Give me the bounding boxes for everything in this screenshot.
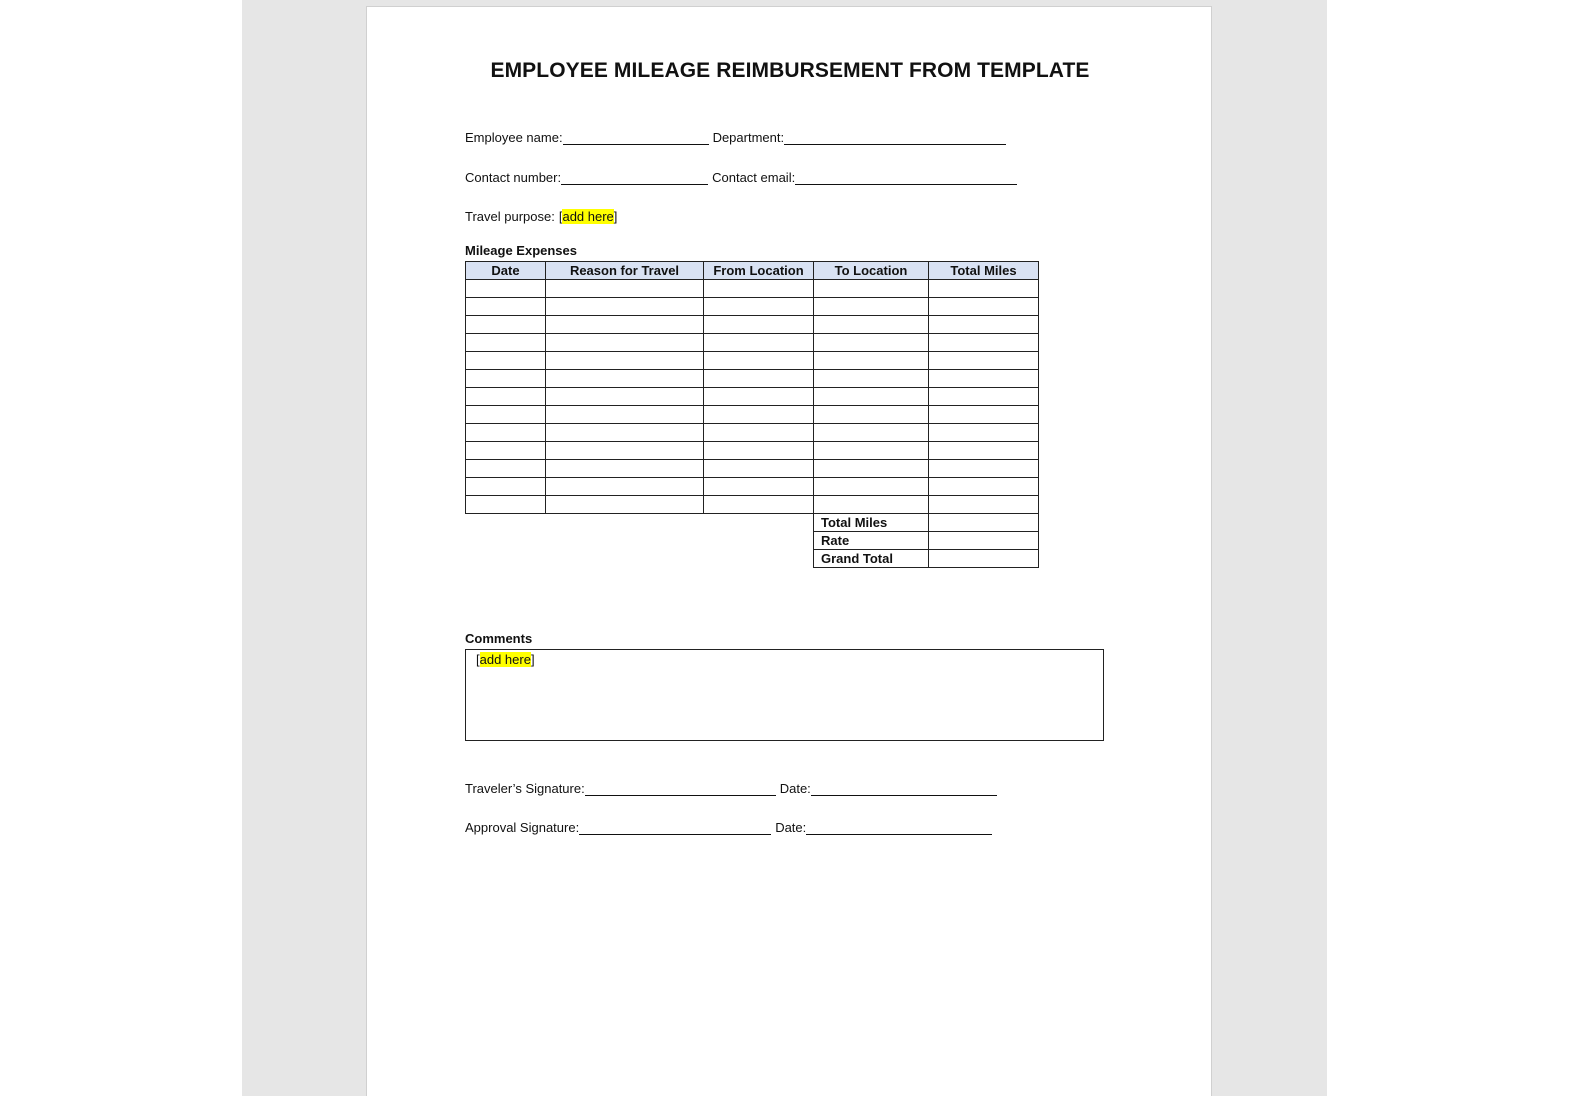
table-cell[interactable] bbox=[929, 280, 1039, 298]
contact-email-field[interactable] bbox=[795, 170, 1017, 185]
table-cell[interactable] bbox=[546, 424, 704, 442]
table-cell[interactable] bbox=[929, 478, 1039, 496]
table-cell[interactable] bbox=[466, 280, 546, 298]
table-cell[interactable] bbox=[814, 496, 929, 514]
summary-value-grand-total[interactable] bbox=[929, 550, 1039, 568]
table-cell[interactable] bbox=[466, 298, 546, 316]
contact-number-label: Contact number: bbox=[465, 170, 562, 185]
travel-purpose-placeholder[interactable]: add here bbox=[562, 209, 614, 224]
table-cell[interactable] bbox=[929, 406, 1039, 424]
traveler-signature-field[interactable] bbox=[585, 781, 776, 796]
approval-date-field[interactable] bbox=[806, 820, 992, 835]
table-cell[interactable] bbox=[814, 388, 929, 406]
table-cell[interactable] bbox=[546, 388, 704, 406]
table-row bbox=[466, 406, 1039, 424]
travel-purpose-label: Travel purpose: bbox=[465, 209, 555, 224]
approval-signature-field[interactable] bbox=[579, 820, 771, 835]
department-field[interactable] bbox=[784, 130, 1006, 145]
table-cell[interactable] bbox=[704, 478, 814, 496]
traveler-signature-label: Traveler’s Signature: bbox=[465, 781, 585, 796]
table-cell[interactable] bbox=[546, 442, 704, 460]
comments-box[interactable]: [add here] bbox=[465, 649, 1104, 741]
table-cell[interactable] bbox=[466, 424, 546, 442]
summary-row-total-miles bbox=[466, 514, 1039, 532]
table-cell[interactable] bbox=[466, 496, 546, 514]
table-cell[interactable] bbox=[466, 316, 546, 334]
table-cell[interactable] bbox=[814, 460, 929, 478]
table-cell[interactable] bbox=[814, 334, 929, 352]
summary-label-grand-total: Grand Total bbox=[814, 550, 929, 568]
table-cell[interactable] bbox=[704, 442, 814, 460]
table-cell[interactable] bbox=[929, 352, 1039, 370]
department-label: Department: bbox=[712, 130, 785, 145]
contact-number-field[interactable] bbox=[561, 170, 708, 185]
table-cell[interactable] bbox=[546, 460, 704, 478]
comments-heading: Comments bbox=[465, 631, 533, 646]
table-cell[interactable] bbox=[929, 298, 1039, 316]
column-header-to-location: To Location bbox=[814, 262, 929, 280]
table-cell[interactable] bbox=[929, 316, 1039, 334]
table-cell[interactable] bbox=[546, 352, 704, 370]
table-cell[interactable] bbox=[929, 424, 1039, 442]
table-cell[interactable] bbox=[814, 442, 929, 460]
traveler-signature-row bbox=[465, 774, 1001, 796]
table-cell[interactable] bbox=[546, 370, 704, 388]
table-cell[interactable] bbox=[814, 298, 929, 316]
document-title: EMPLOYEE MILEAGE REIMBURSEMENT FROM TEMPLATE bbox=[490, 59, 1090, 82]
approval-signature-row bbox=[465, 813, 996, 835]
table-row bbox=[466, 478, 1039, 496]
table-cell[interactable] bbox=[466, 406, 546, 424]
summary-value-total-miles[interactable] bbox=[929, 514, 1039, 532]
summary-value-rate[interactable] bbox=[929, 532, 1039, 550]
table-cell[interactable] bbox=[704, 352, 814, 370]
table-cell[interactable] bbox=[929, 460, 1039, 478]
table-cell[interactable] bbox=[546, 478, 704, 496]
employee-name-field[interactable] bbox=[563, 130, 709, 145]
mileage-expenses-heading: Mileage Expenses bbox=[465, 243, 577, 258]
table-row bbox=[466, 442, 1039, 460]
summary-label-rate: Rate bbox=[814, 532, 929, 550]
table-cell[interactable] bbox=[546, 298, 704, 316]
summary-row-grand-total bbox=[466, 550, 1039, 568]
table-header-row bbox=[466, 262, 1039, 280]
table-row bbox=[466, 316, 1039, 334]
table-cell[interactable] bbox=[929, 442, 1039, 460]
table-row bbox=[466, 388, 1039, 406]
table-row bbox=[466, 370, 1039, 388]
table-cell[interactable] bbox=[704, 334, 814, 352]
table-cell[interactable] bbox=[546, 496, 704, 514]
mileage-expenses-table bbox=[465, 261, 1039, 568]
approval-date-label: Date: bbox=[775, 820, 807, 835]
table-cell[interactable] bbox=[704, 316, 814, 334]
approval-signature-label: Approval Signature: bbox=[465, 820, 580, 835]
table-cell[interactable] bbox=[814, 478, 929, 496]
table-cell[interactable] bbox=[814, 280, 929, 298]
column-header-total-miles: Total Miles bbox=[929, 262, 1039, 280]
contact-info-row bbox=[465, 163, 1021, 185]
summary-row-rate bbox=[466, 532, 1039, 550]
traveler-date-label: Date: bbox=[779, 781, 811, 796]
table-row bbox=[466, 460, 1039, 478]
column-header-date: Date bbox=[466, 262, 546, 280]
table-cell[interactable] bbox=[814, 352, 929, 370]
table-cell[interactable] bbox=[814, 406, 929, 424]
employee-name-label: Employee name: bbox=[465, 130, 563, 145]
column-header-from-location: From Location bbox=[704, 262, 814, 280]
table-row bbox=[466, 424, 1039, 442]
table-cell[interactable] bbox=[704, 496, 814, 514]
table-cell[interactable] bbox=[466, 370, 546, 388]
employee-info-row bbox=[465, 123, 1010, 145]
table-cell[interactable] bbox=[466, 460, 546, 478]
comments-placeholder[interactable]: add here bbox=[479, 652, 531, 667]
table-cell[interactable] bbox=[929, 370, 1039, 388]
table-cell[interactable] bbox=[466, 442, 546, 460]
traveler-date-field[interactable] bbox=[811, 781, 997, 796]
table-cell[interactable] bbox=[704, 388, 814, 406]
table-cell[interactable] bbox=[704, 406, 814, 424]
table-cell[interactable] bbox=[466, 334, 546, 352]
table-cell[interactable] bbox=[814, 316, 929, 334]
table-cell[interactable] bbox=[814, 424, 929, 442]
contact-email-label: Contact email: bbox=[712, 170, 796, 185]
table-cell[interactable] bbox=[704, 460, 814, 478]
table-row bbox=[466, 352, 1039, 370]
table-cell[interactable] bbox=[704, 370, 814, 388]
table-row bbox=[466, 298, 1039, 316]
column-header-reason: Reason for Travel bbox=[546, 262, 704, 280]
table-cell[interactable] bbox=[466, 478, 546, 496]
table-cell[interactable] bbox=[704, 424, 814, 442]
summary-label-total-miles: Total Miles bbox=[814, 514, 929, 532]
document-page bbox=[366, 6, 1212, 1096]
table-cell[interactable] bbox=[546, 280, 704, 298]
table-cell[interactable] bbox=[546, 334, 704, 352]
table-cell[interactable] bbox=[704, 280, 814, 298]
table-cell[interactable] bbox=[929, 496, 1039, 514]
table-cell[interactable] bbox=[814, 370, 929, 388]
table-cell[interactable] bbox=[704, 298, 814, 316]
table-row bbox=[466, 334, 1039, 352]
table-cell[interactable] bbox=[546, 406, 704, 424]
table-cell[interactable] bbox=[929, 388, 1039, 406]
table-row bbox=[466, 280, 1039, 298]
travel-purpose-row: Travel purpose: [ add here ] bbox=[465, 209, 618, 224]
table-cell[interactable] bbox=[929, 334, 1039, 352]
table-cell[interactable] bbox=[466, 388, 546, 406]
table-cell[interactable] bbox=[466, 352, 546, 370]
table-cell[interactable] bbox=[546, 316, 704, 334]
table-row bbox=[466, 496, 1039, 514]
